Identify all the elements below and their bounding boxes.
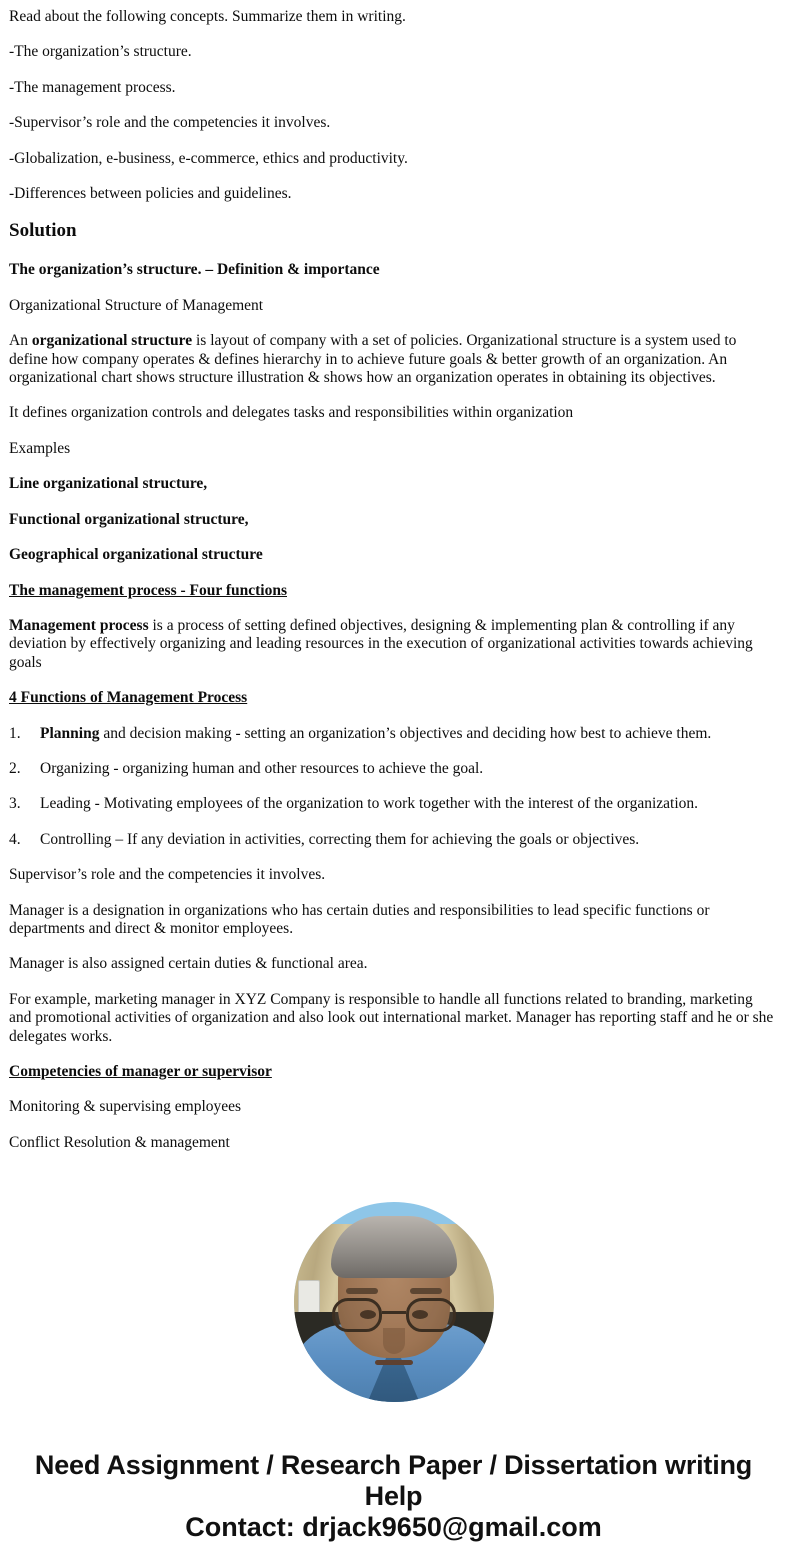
list-item	[9, 831, 778, 849]
four-functions-heading: 4 Functions of Management Process	[9, 689, 248, 707]
list-item-bold-term: Planning	[40, 724, 100, 742]
manager-example-paragraph: For example, marketing manager in XYZ Company is responsible to handle all functions related to branding, marketing and promotional activities of organization and also look out international market. Manager has reporting staff and he or she delegates works.	[9, 990, 774, 1045]
structure-para-rest: is layout of company with a set of policies. Organizational structure is a system used to define how company operates & defines hierarchy in to achieve future goals & better growth of an organization. An organizational chart shows structure illustration & shows how an organization operates in obtaining its objectives.	[9, 332, 737, 387]
intro-bullet-1: -The organization’s structure.	[9, 43, 192, 61]
supervisor-role-heading: Supervisor’s role and the competencies it involves.	[9, 866, 326, 884]
eyeglass-lens-left	[332, 1298, 382, 1332]
intro-bullet-2: -The management process.	[9, 78, 176, 96]
structure-subtitle: Organizational Structure of Management	[9, 296, 264, 314]
eyebrow-left	[346, 1288, 378, 1294]
competency-conflict-resolution: Conflict Resolution & management	[9, 1133, 230, 1151]
eyebrow-right	[410, 1288, 442, 1294]
list-item-number: 1.	[9, 724, 21, 742]
footer-offer-text: Need Assignment / Research Paper / Dissertation writing Help	[34, 1450, 753, 1512]
solution-heading: Solution	[9, 220, 77, 242]
list-item-number: 3.	[9, 795, 21, 813]
structure-section-heading: The organization’s structure. – Definition & importance	[9, 261, 380, 279]
structure-defines-paragraph: It defines organization controls and delegates tasks and responsibilities within organization	[9, 404, 574, 422]
example-geographical-organizational-structure: Geographical organizational structure	[9, 546, 263, 564]
list-item	[9, 725, 778, 743]
avatar	[294, 1202, 494, 1402]
list-item	[9, 760, 778, 778]
intro-prompt: Read about the following concepts. Summarize them in writing.	[9, 8, 406, 25]
management-para-bold-term: Management process	[9, 616, 149, 634]
mouth	[375, 1360, 413, 1365]
list-item-number: 2.	[9, 759, 21, 777]
nose	[383, 1328, 405, 1354]
eyeglass-bridge	[382, 1311, 406, 1314]
list-item-text: Organizing - organizing human and other resources to achieve the goal.	[40, 759, 484, 777]
structure-para-bold-term: organizational structure	[31, 332, 193, 350]
footer-contact-text: Contact: drjack9650@gmail.com	[185, 1512, 602, 1543]
hair	[331, 1216, 457, 1278]
competencies-heading: Competencies of manager or supervisor	[9, 1063, 272, 1080]
list-item-text: and decision making - setting an organization’s objectives and deciding how best to achieve them.	[99, 724, 712, 742]
functions-list	[9, 725, 778, 850]
management-process-heading: The management process - Four functions	[9, 581, 287, 599]
list-item-text: Leading - Motivating employees of the organization to work together with the interest of the organization.	[40, 795, 699, 813]
manager-duties-paragraph: Manager is also assigned certain duties & functional area.	[9, 955, 368, 973]
manager-designation-paragraph: Manager is a designation in organizations who has certain duties and responsibilities to lead specific functions or departments and direct & monitor employees.	[9, 901, 710, 937]
structure-para-lead: An	[9, 332, 32, 350]
intro-bullet-3: -Supervisor’s role and the competencies it involves.	[9, 114, 331, 132]
management-process-paragraph	[9, 617, 778, 672]
eyeglass-lens-right	[406, 1298, 456, 1332]
footer	[9, 1450, 778, 1543]
structure-definition-paragraph	[9, 332, 778, 387]
example-line-organizational-structure: Line organizational structure,	[9, 475, 208, 493]
example-functional-organizational-structure: Functional organizational structure,	[9, 510, 249, 528]
intro-bullet-4: -Globalization, e-business, e-commerce, ethics and productivity.	[9, 149, 408, 167]
examples-label: Examples	[9, 439, 71, 457]
competency-monitoring: Monitoring & supervising employees	[9, 1098, 242, 1116]
list-item	[9, 795, 778, 813]
avatar-container	[9, 1202, 778, 1402]
list-item-text: Controlling – If any deviation in activities, correcting them for achieving the goals or objectives.	[40, 830, 640, 848]
eyeglasses-icon	[332, 1298, 456, 1332]
intro-bullet-5: -Differences between policies and guidelines.	[9, 185, 292, 203]
management-para-rest: is a process of setting defined objectives, designing & implementing plan & controlling if any deviation by effectively organizing and leading resources in the execution of organizational activities towards achieving goals	[9, 616, 753, 671]
list-item-number: 4.	[9, 830, 21, 848]
